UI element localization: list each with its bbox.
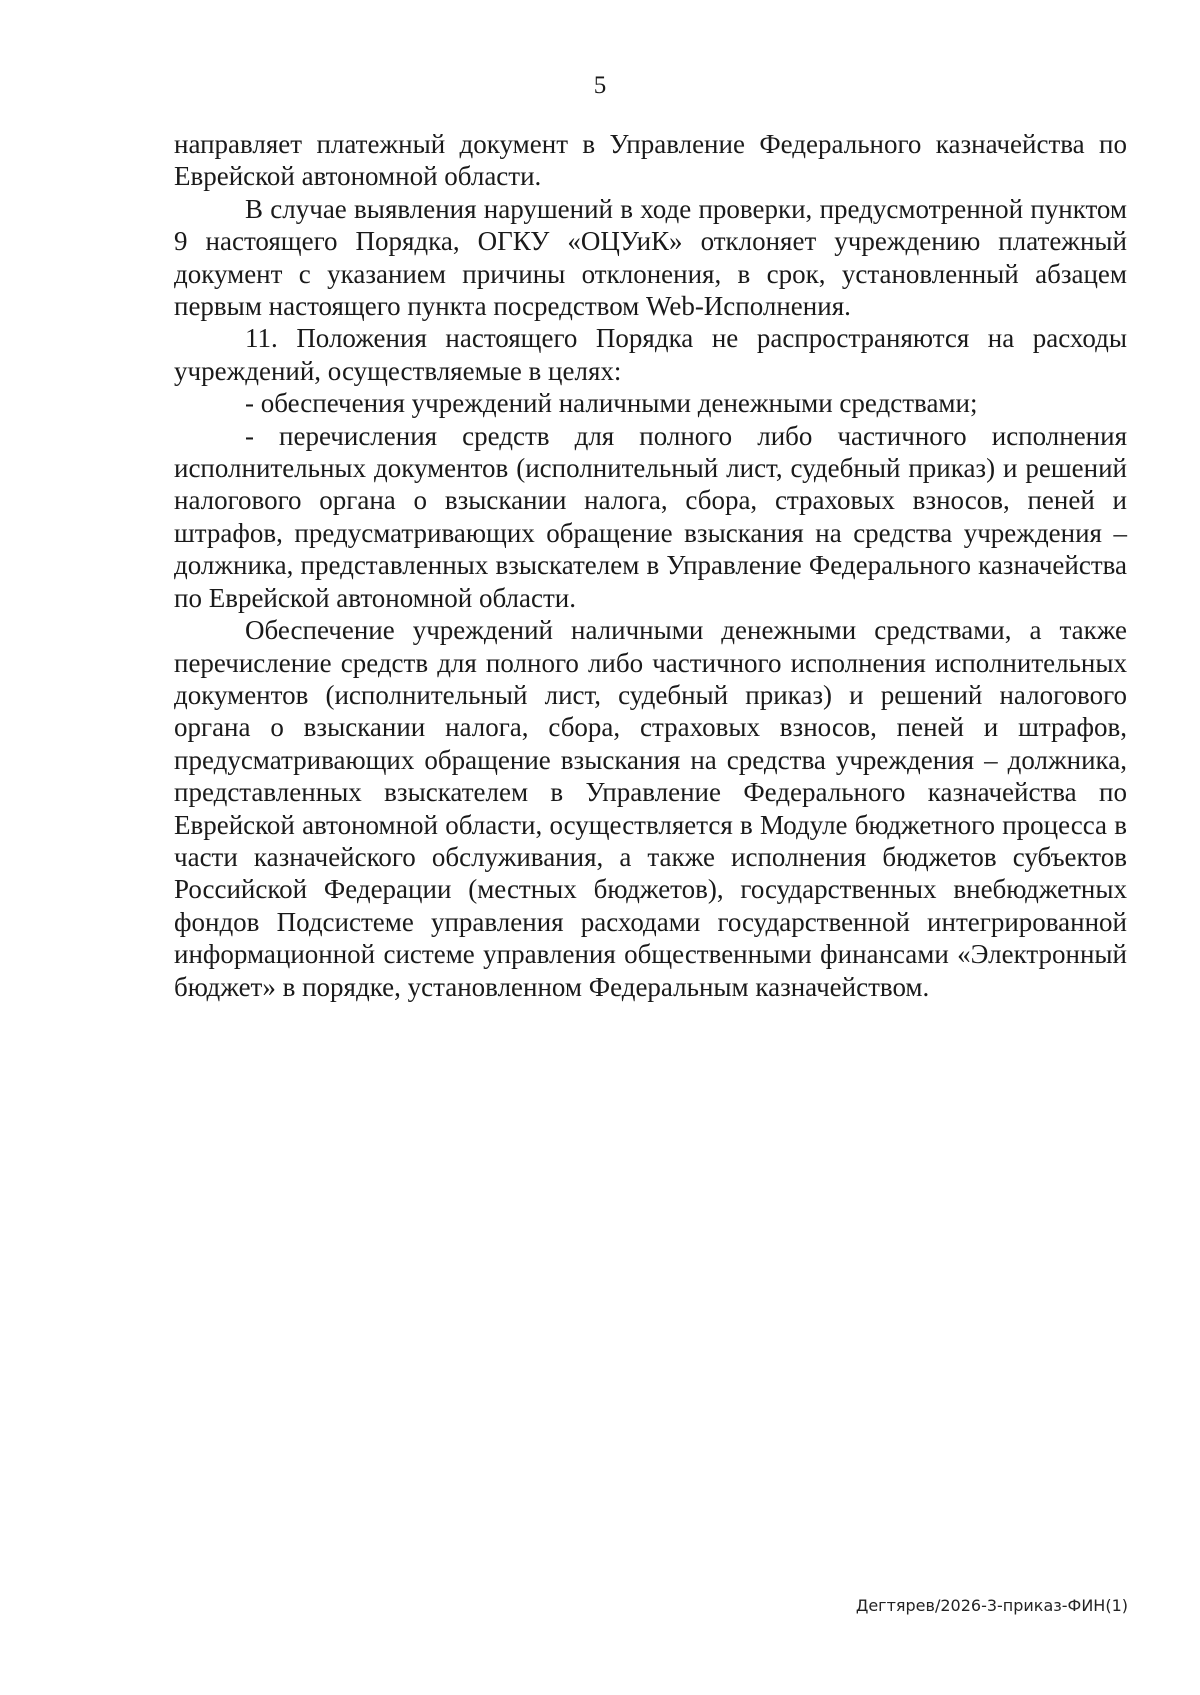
page-number: 5 bbox=[593, 72, 607, 99]
paragraph: направляет платежный документ в Управление Федерального казначейства по Еврейской автономной области. bbox=[174, 129, 1127, 192]
paragraph: В случае выявления нарушений в ходе проверки, предусмотренной пунктом 9 настоящего Порядка, ОГКУ «ОЦУиК» отклоняет учреждению платежный документ с указанием причины отклонения, в срок, установленный абзацем первым настоящего пункта посредством Web-Исполнения. bbox=[174, 193, 1127, 322]
paragraph: Обеспечение учреждений наличными денежными средствами, а также перечисление средств для полного либо частичного исполнения исполнительных документов (исполнительный лист, судебный приказ) и решений налогового органа о взыскании налога, сбора, страховых взносов, пеней и штрафов, предусматривающих обращение взыскания на средства учреждения – должника, представленных взыскателем в Управление Федерального казначейства по Еврейской автономной области, осуществляется в Модуле бюджетного процесса в части казначейского обслуживания, а также исполнения бюджетов субъектов Российской Федерации (местных бюджетов), государственных внебюджетных фондов Подсистеме управления расходами государственной интегрированной информационной системе управления общественными финансами «Электронный бюджет» в порядке, установленном Федеральным казначейством. bbox=[174, 615, 1127, 1002]
paragraph: 11. Положения настоящего Порядка не распространяются на расходы учреждений, осуществляемые в целях: bbox=[174, 323, 1127, 386]
list-item: - обеспечения учреждений наличными денежными средствами; bbox=[245, 388, 978, 419]
document-body bbox=[174, 128, 1127, 1003]
list-item: - перечисления средств для полного либо частичного исполнения исполнительных документов (исполнительный лист, судебный приказ) и решений налогового органа о взыскании налога, сбора, страховых взносов, пеней и штрафов, предусматривающих обращение взыскания на средства учреждения – должника, представленных взыскателем в Управление Федерального казначейства по Еврейской автономной области. bbox=[174, 420, 1127, 613]
document-reference-footer: Дегтярев/2026-3-приказ-ФИН(1) bbox=[855, 1596, 1128, 1615]
